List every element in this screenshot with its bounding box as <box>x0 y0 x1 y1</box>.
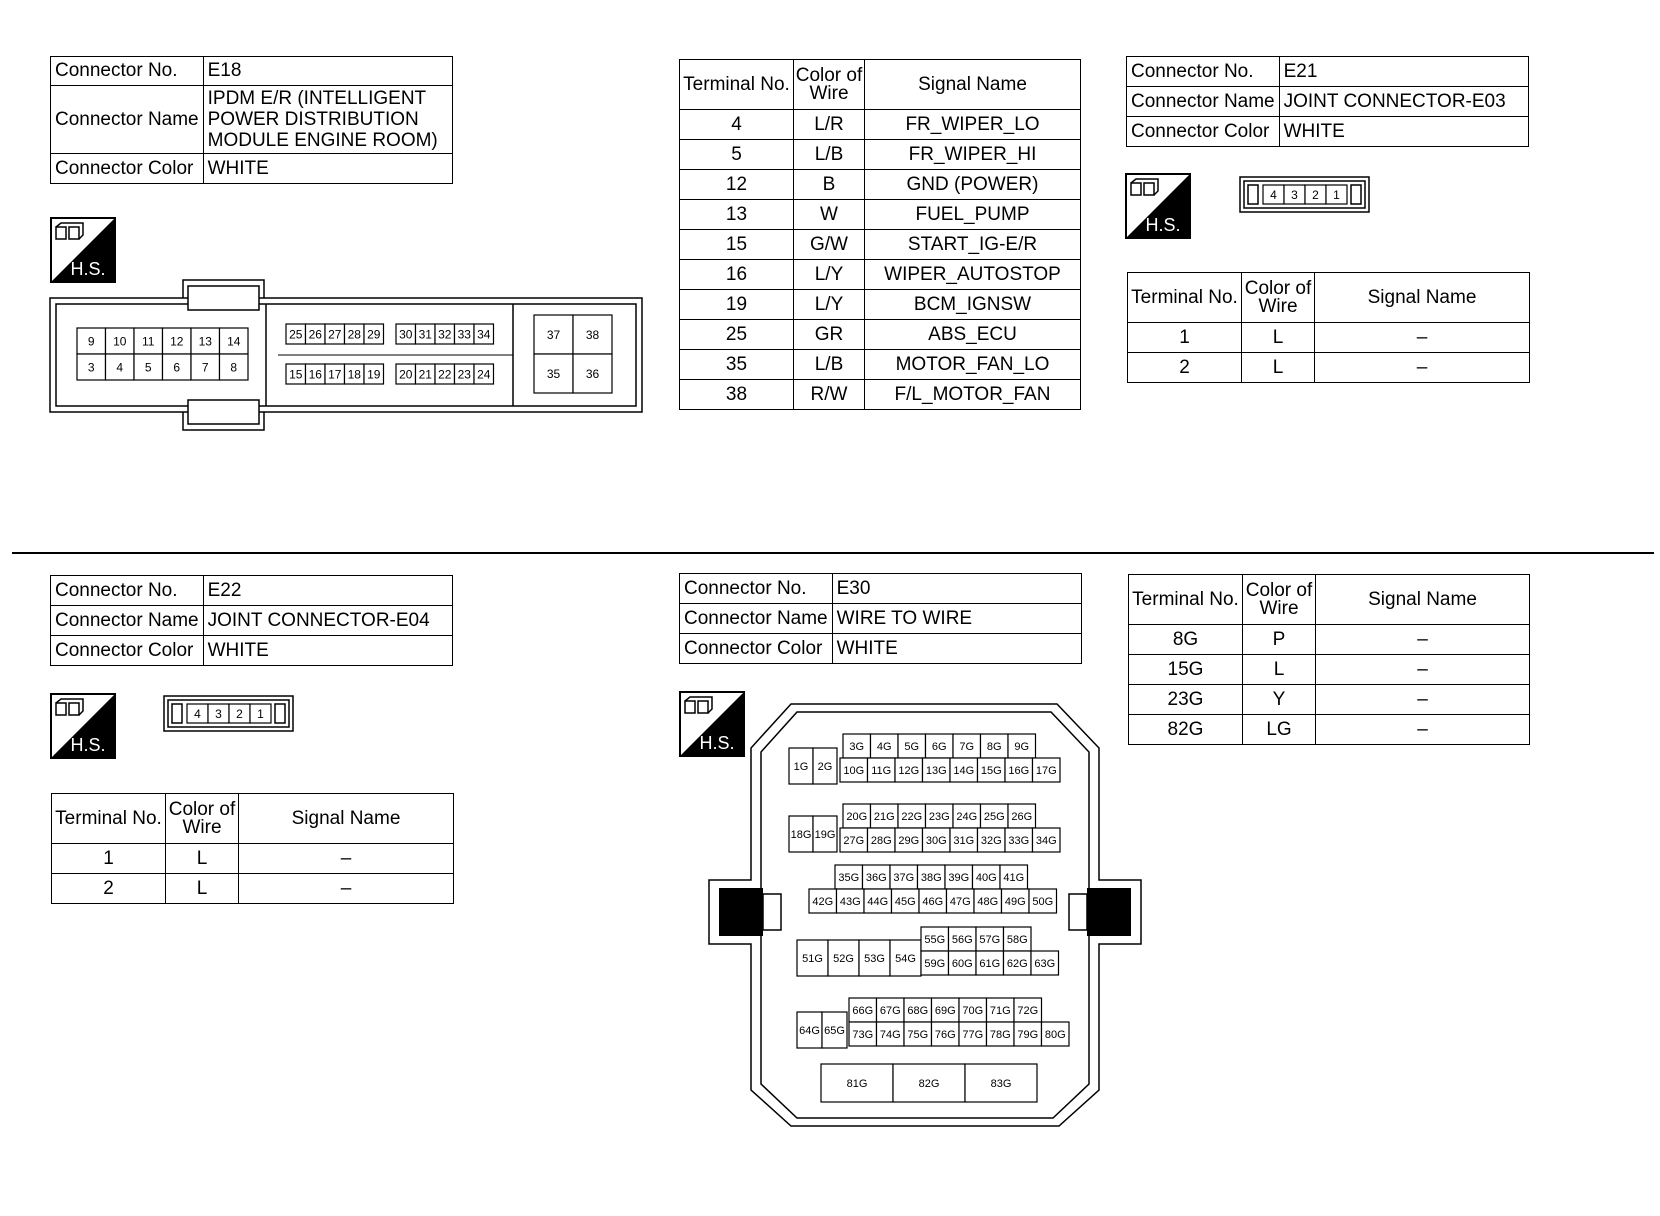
signal-name-cell: GND (POWER) <box>865 170 1081 200</box>
pin-label: 67G <box>879 1004 901 1017</box>
connector-color-value: WHITE <box>203 636 452 666</box>
pin-label: 32 <box>438 327 452 342</box>
e22-connector-face <box>163 695 295 733</box>
signal-name-cell: START_IG-E/R <box>865 230 1081 260</box>
pin-label: 45G <box>894 895 916 908</box>
signal-name-cell: – <box>1316 625 1530 655</box>
wire-color-cell: L <box>1242 323 1315 353</box>
e18-connector-info <box>50 56 453 184</box>
pin-label: 75G <box>907 1028 929 1041</box>
signal-name-cell: – <box>1316 685 1530 715</box>
pin-label: 3 <box>215 706 222 721</box>
pin-label: 76G <box>934 1028 956 1041</box>
pin-label: 33 <box>457 327 471 342</box>
pin-label: 77G <box>962 1028 984 1041</box>
pin-label: 30 <box>399 327 413 342</box>
pin-label: 29 <box>367 327 381 342</box>
pin-label: 58G <box>1006 933 1028 946</box>
terminal-no-cell: 23G <box>1129 685 1243 715</box>
wire-color-cell: Y <box>1243 685 1316 715</box>
terminal-no-cell: 8G <box>1129 625 1243 655</box>
pin-label: 50G <box>1032 895 1054 908</box>
pin-label: 27 <box>328 327 342 342</box>
signal-name-header: Signal Name <box>1316 575 1530 625</box>
terminal-no-cell: 15 <box>680 230 794 260</box>
pin-label: 17 <box>328 367 342 382</box>
pin-label: 60G <box>951 957 973 970</box>
e21-terminal-table <box>1127 272 1530 383</box>
pin-label: 26G <box>1011 810 1033 823</box>
pin-label: 19G <box>814 828 836 841</box>
pin-label: 21 <box>418 367 432 382</box>
pin-label: 3 <box>87 360 95 375</box>
wire-color-cell: L/B <box>794 350 865 380</box>
connector-name-value: JOINT CONNECTOR-E04 <box>203 606 452 636</box>
pin-label: 18G <box>790 828 812 841</box>
connector-no-value: E22 <box>203 576 452 606</box>
terminal-no-cell: 35 <box>680 350 794 380</box>
pin-label: 7 <box>201 360 209 375</box>
table-row <box>680 320 1081 350</box>
pin-label: 17G <box>1035 764 1057 777</box>
harness-side-icon <box>50 693 116 759</box>
pin-label: 70G <box>962 1004 984 1017</box>
table-row <box>680 380 1081 410</box>
wire-color-cell: B <box>794 170 865 200</box>
pin-label: 38 <box>585 327 600 342</box>
terminal-no-header: Terminal No. <box>1128 273 1242 323</box>
connector-no-value: E30 <box>832 574 1081 604</box>
pin-label: 22 <box>438 367 452 382</box>
pin-label: 15G <box>980 764 1002 777</box>
connector-color-value: WHITE <box>203 154 452 184</box>
pin-label: 4 <box>194 706 201 721</box>
pin-label: 2 <box>1312 187 1319 202</box>
pin-label: 46G <box>922 895 944 908</box>
connector-name-label: Connector Name <box>1127 87 1280 117</box>
pin-label: 54G <box>895 952 916 965</box>
pin-label: 21G <box>873 810 895 823</box>
pin-label: 3G <box>849 740 865 753</box>
pin-label: 73G <box>852 1028 874 1041</box>
terminal-no-cell: 38 <box>680 380 794 410</box>
pin-label: 36G <box>865 871 887 884</box>
pin-label: 14G <box>953 764 975 777</box>
pin-label: 6 <box>173 360 181 375</box>
wire-color-cell: R/W <box>794 380 865 410</box>
wire-color-cell: P <box>1243 625 1316 655</box>
pin-label: 18 <box>347 367 361 382</box>
pin-label: 37 <box>546 327 561 342</box>
pin-label: 69G <box>934 1004 956 1017</box>
pin-label: 1 <box>257 706 264 721</box>
wire-color-cell: W <box>794 200 865 230</box>
connector-name-label: Connector Name <box>680 604 833 634</box>
wire-color-cell: L/Y <box>794 290 865 320</box>
pin-label: 13G <box>925 764 947 777</box>
signal-name-cell: FR_WIPER_LO <box>865 110 1081 140</box>
pin-label: 5 <box>144 360 152 375</box>
table-row <box>1128 323 1530 353</box>
pin-label: 44G <box>867 895 889 908</box>
table-row <box>680 260 1081 290</box>
signal-name-header: Signal Name <box>1315 273 1530 323</box>
terminal-no-header: Terminal No. <box>52 794 166 844</box>
connector-no-label: Connector No. <box>51 576 204 606</box>
wire-color-cell: GR <box>794 320 865 350</box>
terminal-no-cell: 2 <box>1128 353 1242 383</box>
pin-label: 35G <box>838 871 860 884</box>
pin-label: 57G <box>979 933 1001 946</box>
wire-color-cell: L/R <box>794 110 865 140</box>
pin-label: 49G <box>1004 895 1026 908</box>
table-row <box>680 200 1081 230</box>
pin-label: 11 <box>142 334 155 349</box>
svg-text:H.S.: H.S. <box>70 259 106 279</box>
pin-label: 36 <box>585 366 600 381</box>
pin-label: 4 <box>116 360 124 375</box>
pin-label: 10G <box>843 764 865 777</box>
pin-label: 28G <box>870 834 892 847</box>
connector-name-label: Connector Name <box>51 606 204 636</box>
signal-name-cell: – <box>239 874 454 904</box>
terminal-no-cell: 1 <box>1128 323 1242 353</box>
pin-label: 30G <box>925 834 947 847</box>
signal-name-header: Signal Name <box>239 794 454 844</box>
e18-terminal-table <box>679 59 1081 410</box>
pin-label: 31G <box>953 834 975 847</box>
pin-label: 1G <box>793 760 809 773</box>
table-row <box>680 230 1081 260</box>
pin-label: 71G <box>989 1004 1011 1017</box>
pin-label: 59G <box>924 957 946 970</box>
wire-color-cell: G/W <box>794 230 865 260</box>
pin-label: 22G <box>901 810 923 823</box>
pin-label: 61G <box>979 957 1001 970</box>
connector-no-value: E21 <box>1279 57 1528 87</box>
pin-label: 82G <box>918 1077 940 1090</box>
e30-connector-info <box>679 573 1082 664</box>
pin-label: 24G <box>956 810 978 823</box>
table-row <box>680 140 1081 170</box>
pin-label: 27G <box>843 834 865 847</box>
pin-label: 13 <box>198 334 212 349</box>
terminal-no-cell: 16 <box>680 260 794 290</box>
svg-text:H.S.: H.S. <box>699 733 735 753</box>
connector-color-label: Connector Color <box>1127 117 1280 147</box>
svg-text:H.S.: H.S. <box>1145 215 1181 235</box>
signal-name-cell: FUEL_PUMP <box>865 200 1081 230</box>
pin-label: 68G <box>907 1004 929 1017</box>
pin-label: 32G <box>980 834 1002 847</box>
signal-name-cell: WIPER_AUTOSTOP <box>865 260 1081 290</box>
pin-label: 16G <box>1008 764 1030 777</box>
pin-label: 24 <box>477 367 491 382</box>
pin-label: 15 <box>289 367 303 382</box>
pin-label: 2 <box>236 706 243 721</box>
signal-name-cell: FR_WIPER_HI <box>865 140 1081 170</box>
table-row <box>1129 625 1530 655</box>
pin-label: 51G <box>802 952 823 965</box>
e30-connector-face <box>705 700 1145 1130</box>
connector-no-label: Connector No. <box>1127 57 1280 87</box>
table-row <box>680 110 1081 140</box>
pin-label: 19 <box>367 367 381 382</box>
e21-connector-face <box>1239 176 1371 214</box>
pin-label: 42G <box>812 895 834 908</box>
pin-label: 4 <box>1270 187 1277 202</box>
pin-label: 72G <box>1017 1004 1039 1017</box>
pin-label: 53G <box>864 952 885 965</box>
terminal-no-cell: 82G <box>1129 715 1243 745</box>
pin-label: 56G <box>951 933 973 946</box>
pin-label: 28 <box>347 327 361 342</box>
pin-label: 38G <box>920 871 942 884</box>
wire-color-cell: L <box>166 874 239 904</box>
pin-label: 39G <box>948 871 970 884</box>
terminal-no-cell: 5 <box>680 140 794 170</box>
pin-label: 43G <box>839 895 861 908</box>
pin-label: 78G <box>989 1028 1011 1041</box>
pin-label: 62G <box>1006 957 1028 970</box>
signal-name-cell: – <box>1315 323 1530 353</box>
pin-label: 34G <box>1035 834 1057 847</box>
pin-label: 9 <box>87 334 95 349</box>
pin-label: 2G <box>817 760 833 773</box>
wire-color-cell: L <box>1243 655 1316 685</box>
pin-label: 40G <box>975 871 997 884</box>
pin-label: 14 <box>227 334 241 349</box>
signal-name-cell: BCM_IGNSW <box>865 290 1081 320</box>
connector-name-value: IPDM E/R (INTELLIGENT POWER DISTRIBUTION MODULE ENGINE ROOM) <box>203 86 452 154</box>
pin-label: 35 <box>546 366 561 381</box>
connector-no-label: Connector No. <box>51 57 204 86</box>
color-of-wire-header: Color of Wire <box>794 60 865 110</box>
pin-label: 1 <box>1333 187 1340 202</box>
terminal-no-cell: 13 <box>680 200 794 230</box>
e21-connector-info <box>1126 56 1529 147</box>
connector-color-value: WHITE <box>832 634 1081 664</box>
connector-color-label: Connector Color <box>680 634 833 664</box>
wire-color-cell: L <box>1242 353 1315 383</box>
pin-label: 11G <box>871 764 892 777</box>
pin-label: 34 <box>477 327 491 342</box>
pin-label: 33G <box>1008 834 1030 847</box>
table-row <box>1129 715 1530 745</box>
pin-label: 65G <box>824 1024 845 1037</box>
pin-label: 31 <box>418 327 432 342</box>
harness-side-icon <box>50 217 116 283</box>
wire-color-cell: L/Y <box>794 260 865 290</box>
e22-terminal-table <box>51 793 454 904</box>
e18-connector-face <box>48 278 648 433</box>
terminal-no-cell: 12 <box>680 170 794 200</box>
pin-label: 4G <box>876 740 892 753</box>
terminal-no-header: Terminal No. <box>680 60 794 110</box>
pin-label: 23 <box>457 367 471 382</box>
pin-label: 41G <box>1003 871 1025 884</box>
connector-name-label: Connector Name <box>51 86 204 154</box>
pin-label: 47G <box>949 895 971 908</box>
table-row <box>52 874 454 904</box>
pin-label: 55G <box>924 933 946 946</box>
table-row <box>680 290 1081 320</box>
section-divider <box>12 552 1654 554</box>
signal-name-cell: F/L_MOTOR_FAN <box>865 380 1081 410</box>
pin-label: 12 <box>170 334 184 349</box>
color-of-wire-header: Color of Wire <box>1243 575 1316 625</box>
pin-label: 74G <box>879 1028 901 1041</box>
wire-color-cell: LG <box>1243 715 1316 745</box>
pin-label: 12G <box>898 764 920 777</box>
pin-label: 52G <box>833 952 854 965</box>
pin-label: 3 <box>1291 187 1298 202</box>
pin-label: 25G <box>983 810 1005 823</box>
pin-label: 48G <box>977 895 999 908</box>
connector-name-value: WIRE TO WIRE <box>832 604 1081 634</box>
color-of-wire-header: Color of Wire <box>166 794 239 844</box>
table-row <box>1129 685 1530 715</box>
terminal-no-header: Terminal No. <box>1129 575 1243 625</box>
table-row <box>1128 353 1530 383</box>
pin-label: 23G <box>928 810 950 823</box>
pin-label: 64G <box>799 1024 820 1037</box>
connector-color-label: Connector Color <box>51 154 204 184</box>
color-of-wire-header: Color of Wire <box>1242 273 1315 323</box>
table-row <box>680 350 1081 380</box>
pin-label: 63G <box>1034 957 1056 970</box>
terminal-no-cell: 19 <box>680 290 794 320</box>
e22-connector-info <box>50 575 453 666</box>
table-row <box>680 170 1081 200</box>
pin-label: 80G <box>1044 1028 1066 1041</box>
pin-label: 37G <box>893 871 915 884</box>
connector-name-value: JOINT CONNECTOR-E03 <box>1279 87 1528 117</box>
signal-name-cell: MOTOR_FAN_LO <box>865 350 1081 380</box>
terminal-no-cell: 15G <box>1129 655 1243 685</box>
terminal-no-cell: 25 <box>680 320 794 350</box>
connector-no-value: E18 <box>203 57 452 86</box>
pin-label: 79G <box>1017 1028 1039 1041</box>
pin-label: 10 <box>113 334 127 349</box>
signal-name-cell: – <box>1316 655 1530 685</box>
pin-label: 8G <box>986 740 1002 753</box>
pin-label: 20G <box>846 810 868 823</box>
connector-no-label: Connector No. <box>680 574 833 604</box>
pin-label: 29G <box>898 834 920 847</box>
e30-terminal-table <box>1128 574 1530 745</box>
table-row <box>52 844 454 874</box>
pin-label: 20 <box>399 367 413 382</box>
pin-label: 5G <box>904 740 920 753</box>
pin-label: 25 <box>289 327 303 342</box>
svg-text:H.S.: H.S. <box>70 735 106 755</box>
harness-side-icon <box>1125 173 1191 239</box>
terminal-no-cell: 1 <box>52 844 166 874</box>
signal-name-header: Signal Name <box>865 60 1081 110</box>
terminal-no-cell: 4 <box>680 110 794 140</box>
connector-color-value: WHITE <box>1279 117 1528 147</box>
pin-label: 81G <box>846 1077 868 1090</box>
wire-color-cell: L <box>166 844 239 874</box>
signal-name-cell: ABS_ECU <box>865 320 1081 350</box>
pin-label: 8 <box>230 360 238 375</box>
connector-color-label: Connector Color <box>51 636 204 666</box>
pin-label: 6G <box>931 740 947 753</box>
signal-name-cell: – <box>1315 353 1530 383</box>
signal-name-cell: – <box>239 844 454 874</box>
pin-label: 83G <box>990 1077 1012 1090</box>
pin-label: 16 <box>308 367 322 382</box>
pin-label: 66G <box>852 1004 874 1017</box>
pin-label: 9G <box>1014 740 1030 753</box>
pin-label: 26 <box>308 327 322 342</box>
pin-label: 7G <box>959 740 975 753</box>
terminal-no-cell: 2 <box>52 874 166 904</box>
signal-name-cell: – <box>1316 715 1530 745</box>
table-row <box>1129 655 1530 685</box>
wire-color-cell: L/B <box>794 140 865 170</box>
